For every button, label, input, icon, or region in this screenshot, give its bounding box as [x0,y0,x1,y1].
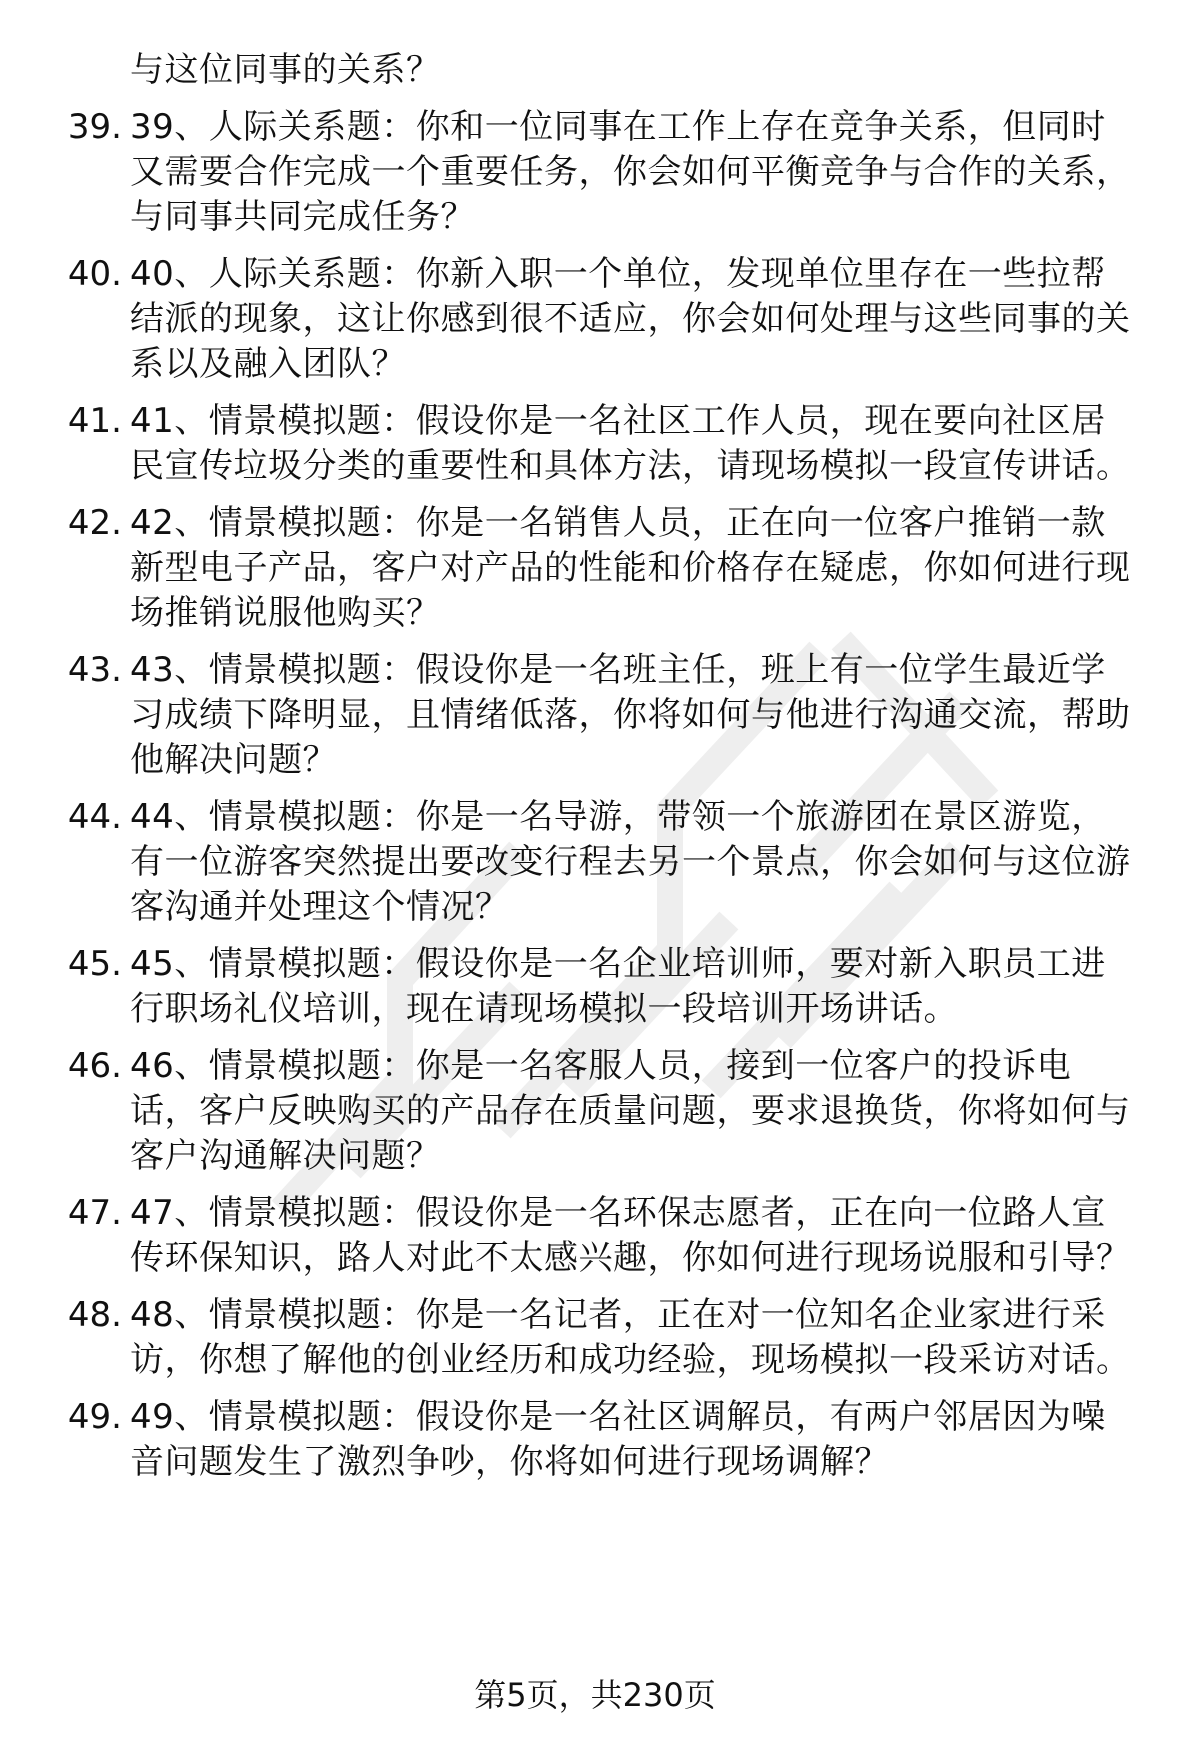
question-list [58,48,1158,1497]
item-text: 46、情景模拟题：你是一名客服人员，接到一位客户的投诉电话，客户反映购买的产品存在质量问题，要求退换货，你将如何与客户沟通解决问题？ [130,1046,1131,1176]
item-text: 43、情景模拟题：假设你是一名班主任，班上有一位学生最近学习成绩下降明显，且情绪低落，你将如何与他进行沟通交流，帮助他解决问题？ [130,650,1131,780]
list-item [58,1191,1158,1281]
item-text: 39、人际关系题：你和一位同事在工作上存在竞争关系，但同时又需要合作完成一个重要任务，你会如何平衡竞争与合作的关系，与同事共同完成任务？ [130,107,1131,237]
item-number: 44. [67,797,122,837]
list-item [58,252,1158,387]
item-text: 49、情景模拟题：假设你是一名社区调解员，有两户邻居因为噪音问题发生了激烈争吵，你将如何进行现场调解？ [130,1397,1106,1482]
item-text: 42、情景模拟题：你是一名销售人员，正在向一位客户推销一款新型电子产品，客户对产品的性能和价格存在疑虑，你如何进行现场推销说服他购买？ [130,503,1131,633]
item-number: 41. [67,401,122,441]
item-number: 47. [67,1193,122,1233]
list-item [58,1044,1158,1179]
item-text: 41、情景模拟题：假设你是一名社区工作人员，现在要向社区居民宣传垃圾分类的重要性和具体方法，请现场模拟一段宣传讲话。 [130,401,1131,486]
page-footer: 第5页，共230页 [474,1676,716,1714]
list-item [58,399,1158,489]
list-item [58,105,1158,240]
list-item [58,1293,1158,1383]
item-text: 45、情景模拟题：假设你是一名企业培训师，要对新入职员工进行职场礼仪培训，现在请现场模拟一段培训开场讲话。 [130,944,1106,1029]
list-item [58,648,1158,783]
item-number: 43. [67,650,122,690]
item-number: 45. [67,944,122,984]
item-number: 48. [67,1295,122,1335]
item-text: 40、人际关系题：你新入职一个单位，发现单位里存在一些拉帮结派的现象，这让你感到很不适应，你会如何处理与这些同事的关系以及融入团队？ [130,254,1131,384]
item-text: 44、情景模拟题：你是一名导游，带领一个旅游团在景区游览，有一位游客突然提出要改变行程去另一个景点，你会如何与这位游客沟通并处理这个情况？ [130,797,1131,927]
item-number: 39. [67,107,122,147]
continuation-text: 与这位同事的关系？ [130,50,441,90]
list-item [58,795,1158,930]
item-number: 42. [67,503,122,543]
item-text: 47、情景模拟题：假设你是一名环保志愿者，正在向一位路人宣传环保知识，路人对此不太感兴趣，你如何进行现场说服和引导？ [130,1193,1131,1278]
list-item [58,942,1158,1032]
list-item [58,501,1158,636]
item-text: 48、情景模拟题：你是一名记者，正在对一位知名企业家进行采访，你想了解他的创业经历和成功经验，现场模拟一段采访对话。 [130,1295,1131,1380]
item-number: 49. [67,1397,122,1437]
item-number: 46. [67,1046,122,1086]
list-item [58,1395,1158,1485]
item-number: 40. [67,254,122,294]
